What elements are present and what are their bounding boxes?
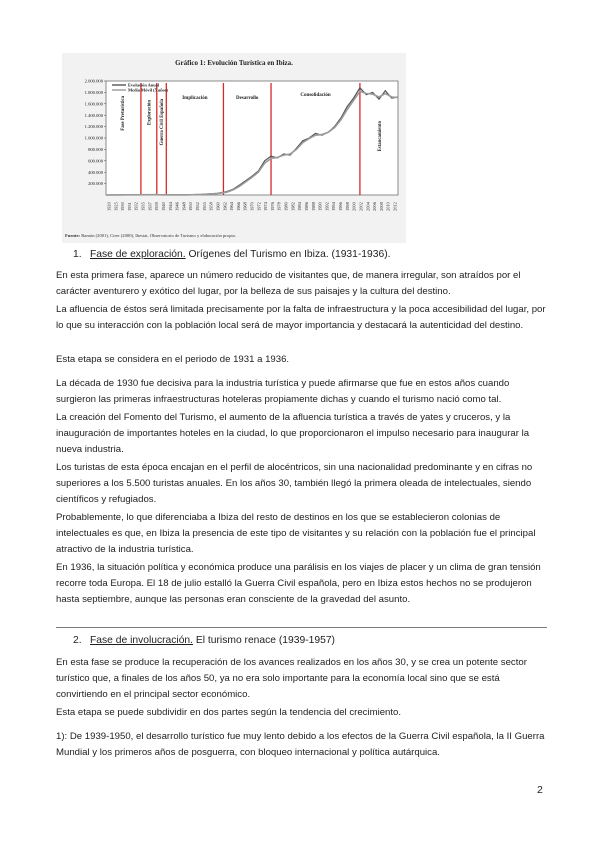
x-tick-label: 1925: [113, 202, 119, 211]
paragraph: La creación del Fomento del Turismo, el aumento de la afluencia turística a través de yates y cruceros, y la inauguración de importantes hoteles en la ciudad, lo que proporcionaron el impulso necesario para inaugurar la nueva industria.: [56, 411, 530, 456]
legend-entry: Evolución Anual: [128, 82, 160, 88]
x-tick-label: 1948: [181, 202, 187, 211]
x-tick-label: 1930: [120, 202, 126, 211]
x-tick-label: 2002: [358, 202, 364, 211]
x-tick-label: 1931: [126, 202, 132, 211]
y-tick-label: 800.000: [88, 147, 103, 152]
page-number: 2: [537, 784, 543, 796]
x-tick-label: 1998: [344, 202, 350, 211]
x-tick-label: 1994: [331, 202, 337, 211]
x-tick-label: 2012: [392, 202, 398, 211]
paragraph: En 1936, la situación política y económica produce una parálisis en los viajes de placer y un clima de gran tensión recorre toda Europa. El 18 de julio estalló la Guerra Civil española, pero en Ibiza estos hechos no se produjeron hasta septiembre, aunque las personas eran consciente de la gravedad del asunto.: [56, 561, 541, 606]
x-tick-label: 1974: [263, 202, 269, 211]
x-tick-label: 1996: [338, 202, 344, 211]
figure-source-text: Ramón (2001), Cirer (2000), Ibestat, Observatorio de Turismo y elaboración propia.: [81, 233, 236, 238]
phase-label: Fase Preturística: [120, 96, 126, 131]
paragraph: 1): De 1939-1950, el desarrollo turístico fue muy lento debido a los efectos de la Guerra Civil española, la II Guerra Mundial y los primeros años de posguerra, con bloqueo internacional y política autárquica.: [56, 730, 545, 758]
section-number: 1.: [73, 249, 82, 260]
y-tick-label: 1.600.000: [84, 101, 103, 107]
phase-label: Guerra Civil Española: [160, 99, 166, 146]
x-tick-label: 1972: [256, 202, 262, 211]
y-tick-label: 2.000.000: [84, 78, 103, 84]
x-tick-label: 1946: [174, 202, 180, 211]
phase-label: Estancamiento: [377, 121, 383, 152]
tourism-evolution-chart: [62, 53, 406, 243]
paragraph: Probablemente, lo que diferenciaba a Ibiza del resto de destinos en los que se establecieron colonias de intelectuales es que, en Ibiza la presencia de este tipo de visitantes y su relación con la población fue el principal atractivo de la industria turística.: [56, 511, 536, 556]
paragraph: En esta fase se produce la recuperación de los avances realizados en los años 30, y se crea un potente sector turístico que, a finales de los años 50, ya no era solo importante para la economía local sino que se está convirtiendo en el principal sector económico.: [56, 656, 527, 701]
x-tick-label: 1964: [229, 202, 235, 211]
paragraph: Esta etapa se considera en el periodo de 1931 a 1936.: [56, 353, 290, 365]
paragraph: Esta etapa se puede subdividir en dos partes según la tendencia del crecimiento.: [56, 706, 402, 718]
section-title-underlined: Fase de exploración.: [90, 249, 186, 260]
x-tick-label: 1937: [147, 202, 153, 211]
paragraph: La afluencia de éstos será limitada precisamente por la falta de infraestructura y la poca accesibilidad del lugar, por lo que su interacción con la población local será de mayor importancia y destacará la autenticidad del destino.: [56, 303, 546, 331]
x-tick-label: 1950: [188, 202, 194, 211]
x-tick-label: 1952: [195, 202, 201, 211]
section-heading-1: [73, 249, 391, 260]
section-number: 2.: [73, 635, 82, 646]
figure-source: [65, 233, 236, 238]
x-tick-label: 1935: [140, 202, 146, 211]
x-tick-label: 1978: [276, 202, 282, 211]
x-tick-label: 1986: [303, 202, 309, 211]
phase-label: Implicación: [182, 96, 208, 101]
x-tick-label: 1939: [154, 202, 160, 211]
y-tick-label: 1.800.000: [84, 90, 103, 95]
y-tick-label: 400.000: [88, 169, 103, 175]
phase-label: Consolidación: [300, 93, 331, 98]
x-tick-label: 1970: [249, 202, 255, 211]
x-tick-label: 1962: [222, 202, 228, 211]
section-title-underlined: Fase de involucración.: [90, 635, 194, 646]
figure-title: Gráfico 1: Evolución Turística en Ibiza.: [175, 59, 293, 67]
phase-label: Exploración: [147, 100, 153, 126]
x-tick-label: 1968: [242, 202, 248, 211]
y-tick-label: 600.000: [88, 158, 103, 164]
section-divider: [56, 627, 547, 628]
section-heading-2: [73, 635, 335, 646]
tourism-evolution-figure: [62, 53, 406, 243]
y-tick-label: 1.200.000: [84, 124, 103, 130]
x-tick-label: 1960: [215, 202, 221, 211]
x-tick-label: 1980: [283, 202, 289, 211]
x-tick-label: 1955: [201, 202, 207, 211]
x-tick-label: 2000: [351, 202, 357, 211]
x-tick-label: 1990: [317, 202, 323, 211]
x-tick-label: 1940: [160, 202, 166, 211]
x-tick-label: 1982: [290, 202, 296, 211]
phase-label: Desarrollo: [236, 96, 259, 101]
x-tick-label: 1984: [297, 202, 303, 211]
x-tick-label: 1920: [106, 202, 112, 211]
section-title-rest: El turismo renace (1939-1957): [193, 635, 335, 646]
y-tick-label: 200.000: [88, 181, 103, 187]
figure-source-label: Fuente:: [65, 233, 81, 238]
x-tick-label: 1988: [310, 202, 316, 211]
x-tick-label: 1976: [269, 202, 275, 211]
x-tick-label: 1992: [324, 202, 330, 211]
x-tick-label: 2006: [372, 202, 378, 211]
paragraph: La década de 1930 fue decisiva para la industria turística y puede afirmarse que fue en estos años cuando surgieron las primeras infraestructuras hoteleras propiamente dichas y cuando el turismo nació como tal.: [56, 377, 510, 405]
x-tick-label: 1944: [167, 202, 173, 211]
x-tick-label: 2008: [378, 202, 384, 211]
x-tick-label: 2004: [365, 202, 371, 211]
paragraph: En esta primera fase, aparece un número reducido de visitantes que, de manera irregular, son atraídos por el carácter aventurero y exótico del lugar, por la belleza de sus paisajes y la cultura del destino.: [56, 269, 521, 297]
x-tick-label: 1958: [208, 202, 214, 211]
legend-entry: Media Móvil (5 años): [128, 87, 168, 93]
x-tick-label: 1966: [235, 202, 241, 211]
section-title-rest: Orígenes del Turismo en Ibiza. (1931-1936).: [185, 249, 391, 260]
x-tick-label: 2010: [385, 202, 391, 211]
y-tick-label: 1.000.000: [84, 135, 103, 141]
paragraph: Los turistas de esta época encajan en el perfil de alocéntricos, sin una nacionalidad predominante y en cifras no superiores a los 5.500 turistas anuales. En los años 30, también llegó la primera oleada de intelectuales, siendo científicos y refugiados.: [56, 461, 533, 506]
y-tick-label: 1.400.000: [84, 112, 103, 118]
x-tick-label: 1932: [133, 202, 139, 211]
